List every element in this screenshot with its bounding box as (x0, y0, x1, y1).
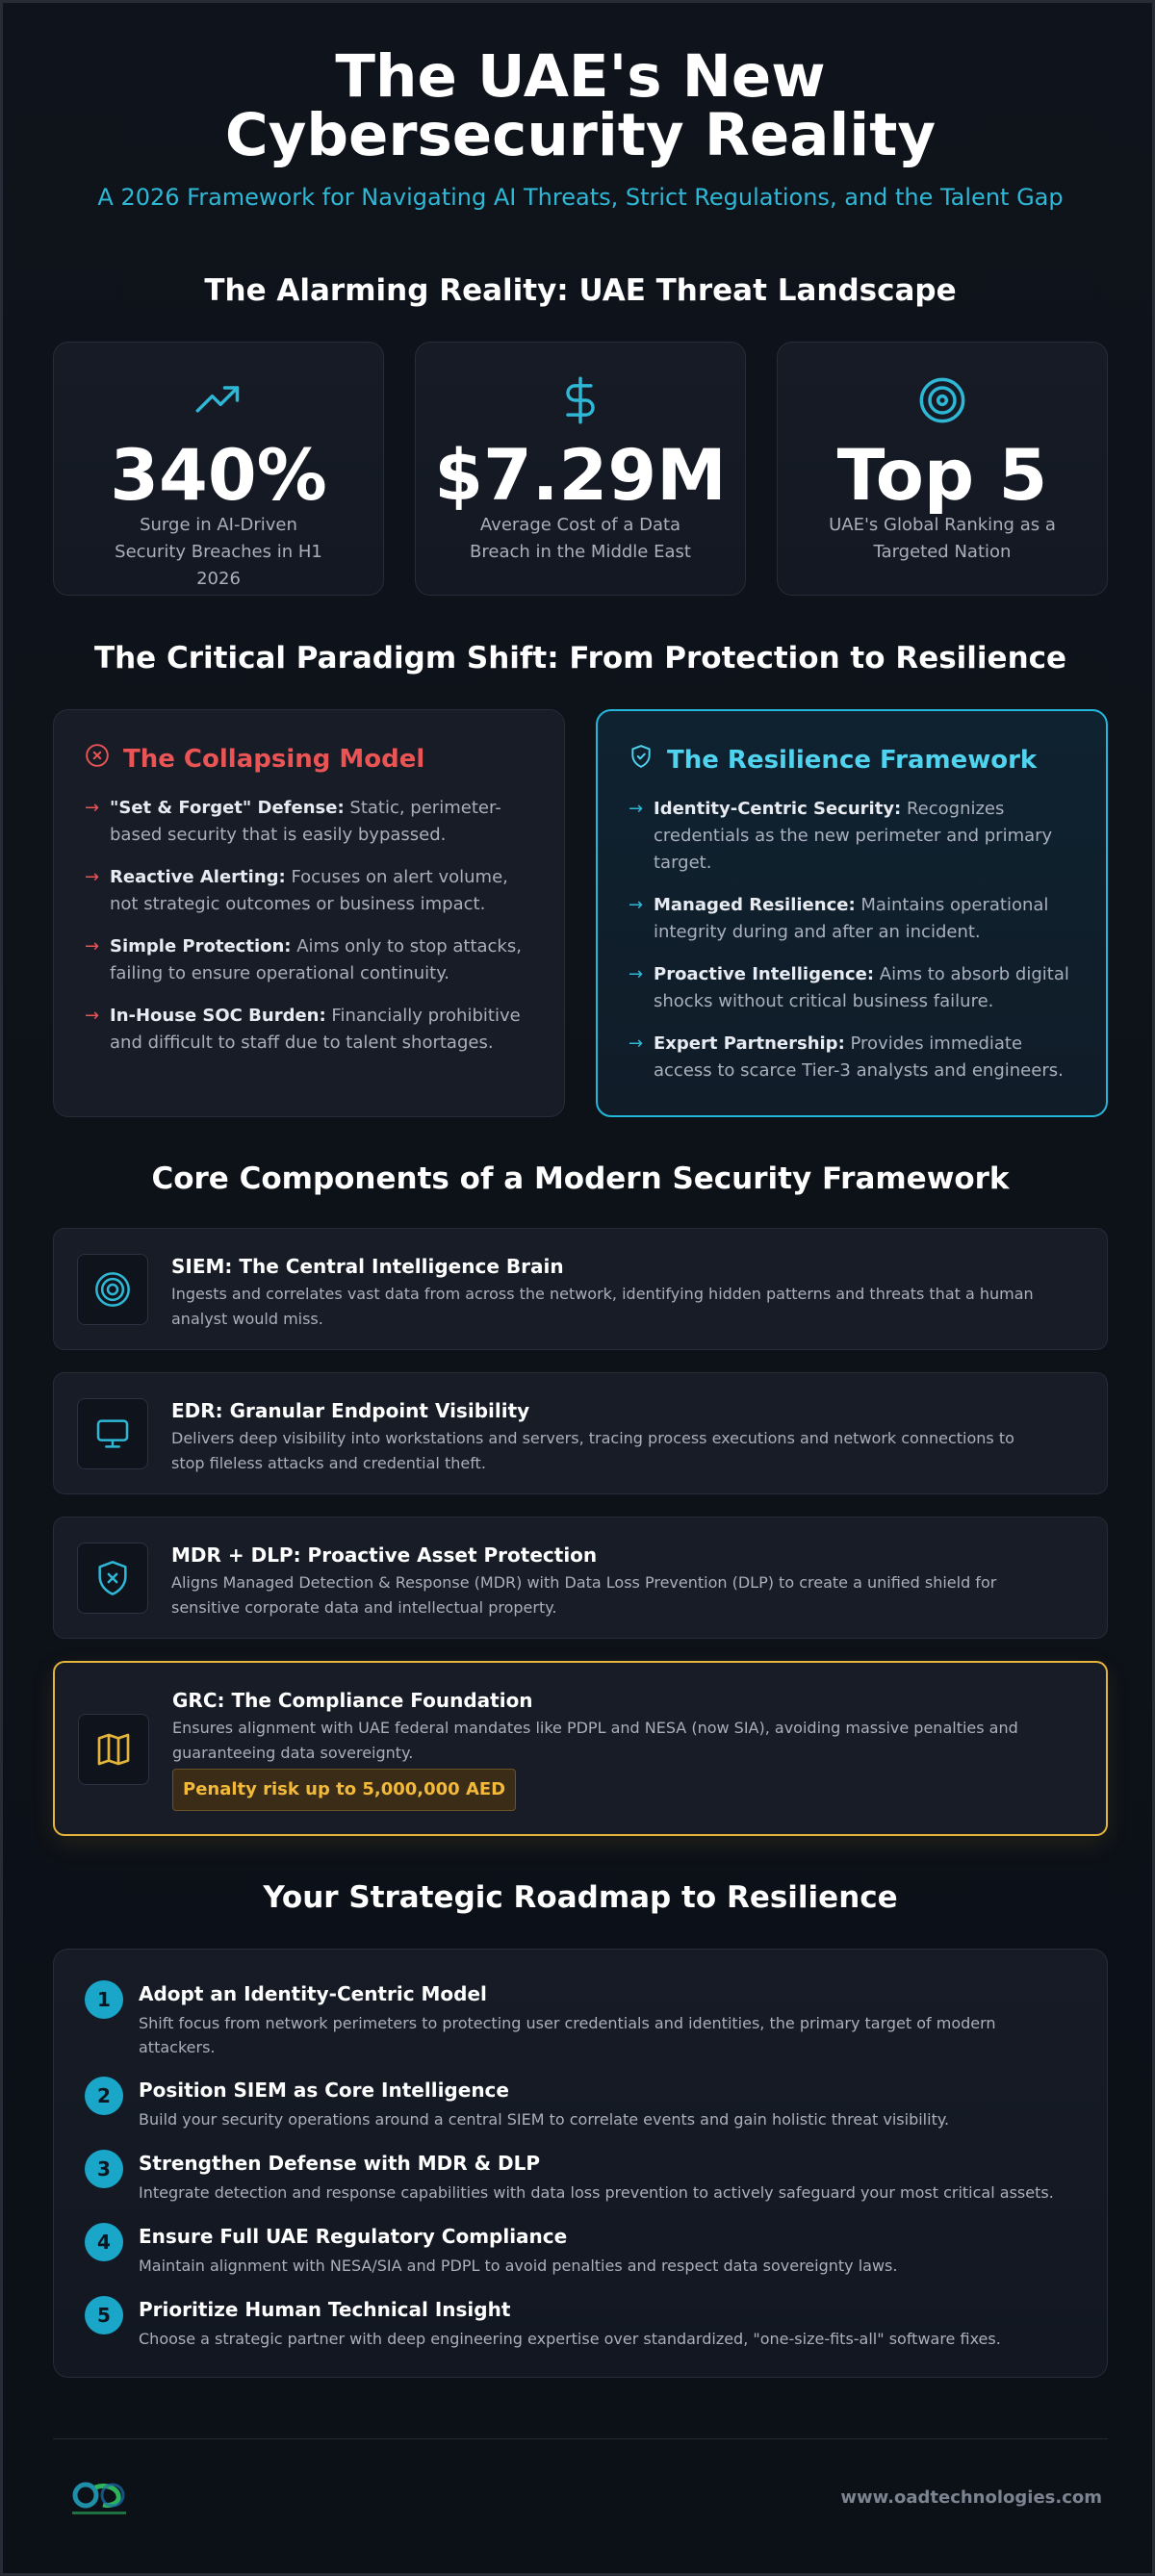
list-item: → "Set & Forget" Defense: Static, perimeter-based security that is easily bypassed. (85, 795, 533, 849)
collapsing-model-title: The Collapsing Model (123, 744, 425, 774)
collapsing-model-list (85, 795, 533, 1072)
page-title: The UAE's New Cybersecurity Reality (224, 42, 937, 169)
list-item: → Expert Partnership: Provides immediate access to scarce Tier-3 analysts and engineers. (629, 1031, 1075, 1084)
website-link[interactable]: www.oadtechnologies.com (840, 2487, 1102, 2508)
step-number-badge: 3 (85, 2150, 123, 2188)
step-title: Position SIEM as Core Intelligence (139, 2079, 509, 2102)
component-description: Ensures alignment with UAE federal mandates like PDPL and NESA (now SIA), avoiding massive penalties and guaranteeing data sovereignty. (172, 1719, 1018, 1762)
stat-card-breaches (53, 342, 384, 596)
component-description: Aligns Managed Detection & Response (MDR) with Data Loss Prevention (DLP) to create a unified shield for sensitive corporate data and intellectual property. (171, 1573, 997, 1617)
target-icon (778, 375, 1107, 425)
arrow-right-icon: → (629, 964, 644, 984)
page-subtitle: A 2026 Framework for Navigating AI Threats, Strict Regulations, and the Talent Gap (97, 184, 1064, 211)
stat-label: Average Cost of a Data Breach in the Middle East (470, 515, 691, 562)
component-card-siem (53, 1228, 1108, 1350)
step-description: Shift focus from network perimeters to protecting user credentials and identities, the primary target of modern attackers. (139, 2014, 996, 2056)
stat-label: UAE's Global Ranking as a Targeted Nation (829, 515, 1056, 562)
arrow-right-icon: → (85, 936, 100, 956)
step-title: Ensure Full UAE Regulatory Compliance (139, 2225, 568, 2248)
step-title: Strengthen Defense with MDR & DLP (139, 2152, 540, 2175)
monitor-icon (77, 1398, 148, 1469)
arrow-right-icon: → (85, 798, 100, 818)
arrow-right-icon: → (629, 1033, 644, 1054)
collapsing-model-card (53, 709, 565, 1117)
arrow-right-icon: → (85, 867, 100, 887)
footer-divider (53, 2438, 1108, 2439)
roadmap-card (53, 1949, 1108, 2378)
list-item: → Reactive Alerting: Focuses on alert volume, not strategic outcomes or business impact. (85, 864, 533, 918)
component-description: Delivers deep visibility into workstations and servers, tracing process executions and network connections to stop fileless attacks and credential theft. (171, 1429, 1014, 1472)
component-title: EDR: Granular Endpoint Visibility (171, 1399, 530, 1422)
step-number-badge: 4 (85, 2223, 123, 2261)
component-card-mdr-dlp (53, 1517, 1108, 1639)
components-section-title: Core Components of a Modern Security Framework (151, 1161, 1010, 1196)
step-number-badge: 5 (85, 2296, 123, 2334)
collapsing-model-heading (85, 743, 424, 775)
step-description: Choose a strategic partner with deep engineering expertise over standardized, "one-size-fits-all" software fixes. (139, 2330, 1001, 2348)
dollar-icon (416, 375, 745, 425)
shield-check-icon (629, 744, 654, 776)
step-title: Adopt an Identity-Centric Model (139, 1982, 487, 2005)
company-logo[interactable] (66, 2480, 132, 2520)
list-item: → Simple Protection: Aims only to stop attacks, failing to ensure operational continuity. (85, 933, 533, 987)
step-number-badge: 1 (85, 1980, 123, 2019)
list-item: → Managed Resilience: Maintains operational integrity during and after an incident. (629, 892, 1075, 946)
shield-x-icon (77, 1543, 148, 1614)
paradigm-section-title: The Critical Paradigm Shift: From Protection to Resilience (93, 641, 1067, 676)
resilience-framework-card (596, 709, 1108, 1117)
stat-value: $7.29M (434, 435, 727, 517)
resilience-framework-title: The Resilience Framework (667, 745, 1038, 775)
component-card-edr (53, 1372, 1108, 1494)
hero (3, 42, 1155, 211)
arrow-right-icon: → (629, 799, 644, 819)
trending-up-icon (54, 375, 383, 425)
list-item: → In-House SOC Burden: Financially prohibitive and difficult to staff due to talent shortages. (85, 1003, 533, 1057)
arrow-right-icon: → (85, 1006, 100, 1026)
component-description: Ingests and correlates vast data from across the network, identifying hidden patterns and threats that a human analyst would miss. (171, 1285, 1034, 1328)
stat-card-ranking (777, 342, 1108, 596)
component-title: SIEM: The Central Intelligence Brain (171, 1255, 564, 1278)
step-number-badge: 2 (85, 2077, 123, 2115)
stat-value: Top 5 (836, 435, 1048, 517)
resilience-framework-list (629, 796, 1075, 1100)
list-item: → Proactive Intelligence: Aims to absorb digital shocks without critical business failure. (629, 961, 1075, 1015)
stat-card-cost (415, 342, 746, 596)
component-title: MDR + DLP: Proactive Asset Protection (171, 1543, 598, 1567)
list-item: → Identity-Centric Security: Recognizes credentials as the new perimeter and primary target. (629, 796, 1075, 877)
stat-value: 340% (110, 435, 327, 517)
map-icon (78, 1714, 149, 1785)
step-title: Prioritize Human Technical Insight (139, 2298, 511, 2321)
arrow-right-icon: → (629, 895, 644, 915)
roadmap-section-title: Your Strategic Roadmap to Resilience (263, 1880, 898, 1915)
step-description: Build your security operations around a central SIEM to correlate events and gain holistic threat visibility. (139, 2110, 950, 2129)
penalty-badge: Penalty risk up to 5,000,000 AED (172, 1769, 516, 1811)
step-description: Integrate detection and response capabilities with data loss prevention to actively safeguard your most critical assets. (139, 2183, 1054, 2202)
threat-section-title: The Alarming Reality: UAE Threat Landscape (204, 273, 957, 308)
resilience-framework-heading (629, 744, 1037, 776)
step-description: Maintain alignment with NESA/SIA and PDPL to avoid penalties and respect data sovereignty laws. (139, 2257, 898, 2275)
component-card-grc (53, 1661, 1108, 1836)
stat-label: Surge in AI-Driven Security Breaches in H1 2026 (115, 515, 322, 589)
component-title: GRC: The Compliance Foundation (172, 1689, 533, 1712)
brain-radar-icon (77, 1254, 148, 1325)
x-circle-icon (85, 743, 110, 775)
